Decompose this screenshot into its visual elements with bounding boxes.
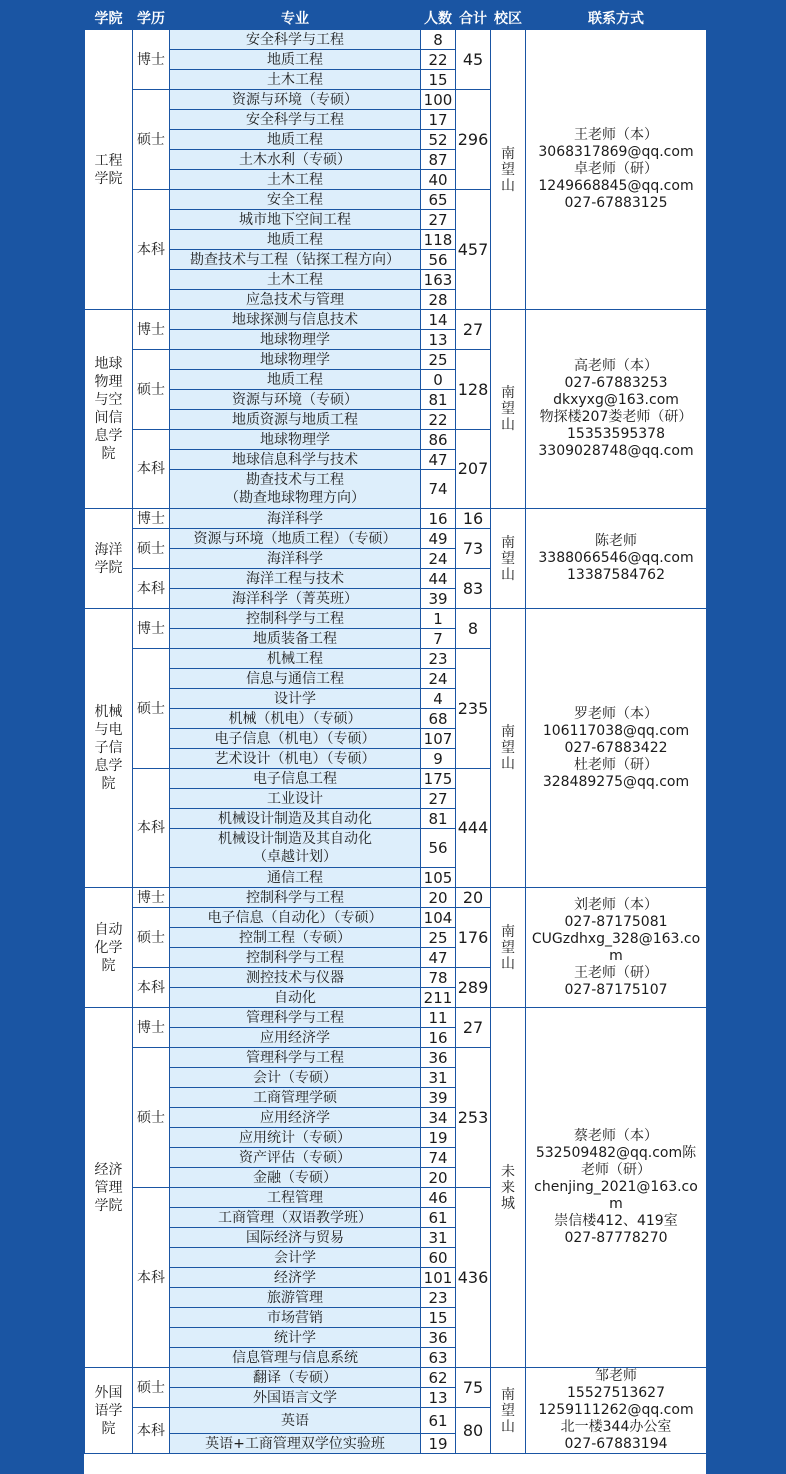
degree-level: 硕士	[133, 350, 170, 430]
campus-name: 未 来 城	[491, 1008, 526, 1368]
major-name: 翻译（专硕）	[170, 1368, 421, 1388]
major-count: 0	[421, 370, 456, 390]
degree-level: 本科	[133, 190, 170, 310]
major-name: 工商管理学硕	[170, 1088, 421, 1108]
major-name: 地质工程	[170, 230, 421, 250]
table-row	[85, 1368, 707, 1388]
major-name: 管理科学与工程	[170, 1048, 421, 1068]
major-name: 会计学	[170, 1248, 421, 1268]
major-count: 20	[421, 888, 456, 908]
major-name: 控制科学与工程	[170, 948, 421, 968]
degree-total: 253	[456, 1048, 491, 1188]
major-count: 62	[421, 1368, 456, 1388]
degree-level: 硕士	[133, 1368, 170, 1408]
major-name: 应急技术与管理	[170, 290, 421, 310]
major-count: 36	[421, 1048, 456, 1068]
degree-total: 128	[456, 350, 491, 430]
major-name: 海洋科学	[170, 509, 421, 529]
major-name: 海洋科学（菁英班）	[170, 589, 421, 609]
degree-total: 207	[456, 430, 491, 509]
major-name: 勘查技术与工程 （勘查地球物理方向）	[170, 470, 421, 509]
major-name: 机械设计制造及其自动化 （卓越计划）	[170, 829, 421, 868]
major-count: 13	[421, 1388, 456, 1408]
college-name: 经济 管理 学院	[85, 1008, 133, 1368]
contact-info: 邹老师 15527513627 1259111262@qq.com 北一楼344办公室 027-67883194	[526, 1368, 707, 1454]
degree-total: 436	[456, 1188, 491, 1368]
major-name: 工程管理	[170, 1188, 421, 1208]
major-count: 63	[421, 1348, 456, 1368]
major-name: 地质工程	[170, 130, 421, 150]
major-count: 31	[421, 1228, 456, 1248]
major-name: 统计学	[170, 1328, 421, 1348]
major-count: 4	[421, 689, 456, 709]
major-count: 56	[421, 829, 456, 868]
major-name: 机械设计制造及其自动化	[170, 809, 421, 829]
major-count: 19	[421, 1434, 456, 1454]
major-name: 控制科学与工程	[170, 609, 421, 629]
major-name: 城市地下空间工程	[170, 210, 421, 230]
major-count: 107	[421, 729, 456, 749]
major-name: 电子信息（机电）（专硕）	[170, 729, 421, 749]
table-row	[85, 310, 707, 330]
major-count: 118	[421, 230, 456, 250]
major-name: 机械工程	[170, 649, 421, 669]
major-count: 47	[421, 948, 456, 968]
degree-level: 硕士	[133, 90, 170, 190]
degree-level: 博士	[133, 609, 170, 649]
degree-level: 本科	[133, 968, 170, 1008]
degree-level: 博士	[133, 30, 170, 90]
degree-total: 289	[456, 968, 491, 1008]
degree-total: 444	[456, 769, 491, 888]
major-name: 地球探测与信息技术	[170, 310, 421, 330]
degree-level: 博士	[133, 888, 170, 908]
campus-name: 南 望 山	[491, 888, 526, 1008]
major-count: 14	[421, 310, 456, 330]
major-count: 22	[421, 410, 456, 430]
degree-total: 45	[456, 30, 491, 90]
table-row	[85, 509, 707, 529]
major-name: 测控技术与仪器	[170, 968, 421, 988]
degree-total: 457	[456, 190, 491, 310]
major-count: 78	[421, 968, 456, 988]
major-count: 25	[421, 928, 456, 948]
campus-name: 南 望 山	[491, 30, 526, 310]
major-count: 13	[421, 330, 456, 350]
table-row	[85, 609, 707, 629]
major-name: 土木工程	[170, 270, 421, 290]
major-name: 地质工程	[170, 370, 421, 390]
college-name: 工程 学院	[85, 30, 133, 310]
header-contact: 联系方式	[526, 9, 707, 30]
major-count: 81	[421, 809, 456, 829]
major-name: 地质装备工程	[170, 629, 421, 649]
table-row	[85, 1008, 707, 1028]
degree-total: 16	[456, 509, 491, 529]
table-row	[85, 30, 707, 50]
major-name: 应用统计（专硕）	[170, 1128, 421, 1148]
header-campus: 校区	[491, 9, 526, 30]
contact-info: 陈老师 3388066546@qq.com 13387584762	[526, 509, 707, 609]
major-count: 25	[421, 350, 456, 370]
degree-total: 75	[456, 1368, 491, 1408]
major-name: 英语+工商管理双学位实验班	[170, 1434, 421, 1454]
degree-total: 83	[456, 569, 491, 609]
major-count: 27	[421, 789, 456, 809]
degree-total: 73	[456, 529, 491, 569]
major-name: 工商管理（双语教学班）	[170, 1208, 421, 1228]
major-name: 金融（专硕）	[170, 1168, 421, 1188]
major-count: 47	[421, 450, 456, 470]
degree-total: 80	[456, 1408, 491, 1454]
major-count: 56	[421, 250, 456, 270]
campus-name: 南 望 山	[491, 310, 526, 509]
major-name: 市场营销	[170, 1308, 421, 1328]
major-count: 74	[421, 470, 456, 509]
major-name: 信息与通信工程	[170, 669, 421, 689]
contact-info: 高老师（本） 027-67883253 dkxyxg@163.com 物探楼207娄老师（研） 15353595378 3309028748@qq.com	[526, 310, 707, 509]
major-name: 控制科学与工程	[170, 888, 421, 908]
major-count: 44	[421, 569, 456, 589]
college-name: 外国 语学 院	[85, 1368, 133, 1454]
major-name: 艺术设计（机电）（专硕）	[170, 749, 421, 769]
major-count: 24	[421, 549, 456, 569]
major-count: 40	[421, 170, 456, 190]
major-name: 应用经济学	[170, 1028, 421, 1048]
contact-info: 王老师（本） 3068317869@qq.com 卓老师（研） 1249668845@qq.com 027-67883125	[526, 30, 707, 310]
degree-level: 本科	[133, 569, 170, 609]
contact-info: 蔡老师（本） 532509482@qq.com陈 老师（研） chenjing_2021@163.com 崇信楼412、419室 027-87778270	[526, 1008, 707, 1368]
campus-name: 南 望 山	[491, 609, 526, 888]
major-count: 36	[421, 1328, 456, 1348]
major-count: 15	[421, 1308, 456, 1328]
degree-total: 296	[456, 90, 491, 190]
major-count: 27	[421, 210, 456, 230]
major-count: 163	[421, 270, 456, 290]
major-name: 海洋工程与技术	[170, 569, 421, 589]
major-name: 设计学	[170, 689, 421, 709]
major-count: 39	[421, 1088, 456, 1108]
major-count: 28	[421, 290, 456, 310]
major-name: 安全科学与工程	[170, 110, 421, 130]
major-count: 15	[421, 70, 456, 90]
major-name: 地质资源与地质工程	[170, 410, 421, 430]
major-count: 46	[421, 1188, 456, 1208]
major-name: 旅游管理	[170, 1288, 421, 1308]
major-count: 104	[421, 908, 456, 928]
major-name: 经济学	[170, 1268, 421, 1288]
table-row	[85, 888, 707, 908]
major-name: 工业设计	[170, 789, 421, 809]
degree-total: 27	[456, 1008, 491, 1048]
major-name: 电子信息（自动化）（专硕）	[170, 908, 421, 928]
major-count: 23	[421, 649, 456, 669]
major-count: 81	[421, 390, 456, 410]
major-count: 52	[421, 130, 456, 150]
major-count: 31	[421, 1068, 456, 1088]
major-name: 自动化	[170, 988, 421, 1008]
college-name: 自动 化学 院	[85, 888, 133, 1008]
major-count: 105	[421, 868, 456, 888]
major-name: 地球物理学	[170, 330, 421, 350]
degree-level: 本科	[133, 769, 170, 888]
major-count: 1	[421, 609, 456, 629]
major-count: 61	[421, 1208, 456, 1228]
major-name: 地球信息科学与技术	[170, 450, 421, 470]
degree-level: 博士	[133, 310, 170, 350]
degree-level: 本科	[133, 1188, 170, 1368]
major-name: 地质工程	[170, 50, 421, 70]
degree-level: 博士	[133, 509, 170, 529]
major-count: 16	[421, 1028, 456, 1048]
degree-total: 235	[456, 649, 491, 769]
degree-level: 本科	[133, 430, 170, 509]
major-name: 机械（机电）（专硕）	[170, 709, 421, 729]
major-count: 11	[421, 1008, 456, 1028]
major-name: 电子信息工程	[170, 769, 421, 789]
header-total: 合计	[456, 9, 491, 30]
table-header-row	[85, 9, 707, 30]
campus-name: 南 望 山	[491, 1368, 526, 1454]
major-count: 39	[421, 589, 456, 609]
major-count: 16	[421, 509, 456, 529]
major-count: 100	[421, 90, 456, 110]
header-major: 专业	[170, 9, 421, 30]
major-count: 65	[421, 190, 456, 210]
major-count: 175	[421, 769, 456, 789]
major-name: 土木水利（专硕）	[170, 150, 421, 170]
major-count: 19	[421, 1128, 456, 1148]
major-count: 22	[421, 50, 456, 70]
degree-total: 8	[456, 609, 491, 649]
major-name: 外国语言文学	[170, 1388, 421, 1408]
campus-name: 南 望 山	[491, 509, 526, 609]
college-name: 海洋 学院	[85, 509, 133, 609]
header-degree: 学历	[133, 9, 170, 30]
degree-level: 硕士	[133, 649, 170, 769]
major-name: 国际经济与贸易	[170, 1228, 421, 1248]
admission-table	[84, 8, 707, 1454]
major-name: 控制工程（专硕）	[170, 928, 421, 948]
major-count: 86	[421, 430, 456, 450]
degree-level: 硕士	[133, 908, 170, 968]
admission-sheet	[84, 8, 706, 1474]
degree-total: 176	[456, 908, 491, 968]
major-count: 7	[421, 629, 456, 649]
major-count: 24	[421, 669, 456, 689]
major-name: 资源与环境（专硕）	[170, 390, 421, 410]
contact-info: 罗老师（本） 106117038@qq.com 027-67883422 杜老师（研） 328489275@qq.com	[526, 609, 707, 888]
degree-total: 27	[456, 310, 491, 350]
major-name: 通信工程	[170, 868, 421, 888]
degree-level: 硕士	[133, 529, 170, 569]
college-name: 机械 与电 子信 息学 院	[85, 609, 133, 888]
major-name: 勘查技术与工程（钻探工程方向）	[170, 250, 421, 270]
major-count: 101	[421, 1268, 456, 1288]
major-name: 信息管理与信息系统	[170, 1348, 421, 1368]
major-count: 20	[421, 1168, 456, 1188]
major-count: 211	[421, 988, 456, 1008]
major-count: 23	[421, 1288, 456, 1308]
major-count: 34	[421, 1108, 456, 1128]
major-name: 应用经济学	[170, 1108, 421, 1128]
degree-level: 本科	[133, 1408, 170, 1454]
major-name: 会计（专硕）	[170, 1068, 421, 1088]
degree-total: 20	[456, 888, 491, 908]
major-count: 17	[421, 110, 456, 130]
major-name: 资产评估（专硕）	[170, 1148, 421, 1168]
major-name: 英语	[170, 1408, 421, 1434]
major-name: 资源与环境（专硕）	[170, 90, 421, 110]
major-name: 安全科学与工程	[170, 30, 421, 50]
contact-info: 刘老师（本） 027-87175081 CUGzdhxg_328@163.com 王老师（研） 027-87175107	[526, 888, 707, 1008]
major-count: 9	[421, 749, 456, 769]
header-college: 学院	[85, 9, 133, 30]
degree-level: 博士	[133, 1008, 170, 1048]
major-count: 87	[421, 150, 456, 170]
major-name: 地球物理学	[170, 350, 421, 370]
header-count: 人数	[421, 9, 456, 30]
degree-level: 硕士	[133, 1048, 170, 1188]
major-count: 60	[421, 1248, 456, 1268]
major-count: 61	[421, 1408, 456, 1434]
college-name: 地球 物理 与空 间信 息学 院	[85, 310, 133, 509]
table-body	[85, 30, 707, 1454]
major-count: 74	[421, 1148, 456, 1168]
major-name: 安全工程	[170, 190, 421, 210]
major-name: 土木工程	[170, 70, 421, 90]
major-count: 8	[421, 30, 456, 50]
major-name: 资源与环境（地质工程）（专硕）	[170, 529, 421, 549]
major-count: 49	[421, 529, 456, 549]
major-name: 管理科学与工程	[170, 1008, 421, 1028]
major-count: 68	[421, 709, 456, 729]
major-name: 土木工程	[170, 170, 421, 190]
major-name: 海洋科学	[170, 549, 421, 569]
major-name: 地球物理学	[170, 430, 421, 450]
